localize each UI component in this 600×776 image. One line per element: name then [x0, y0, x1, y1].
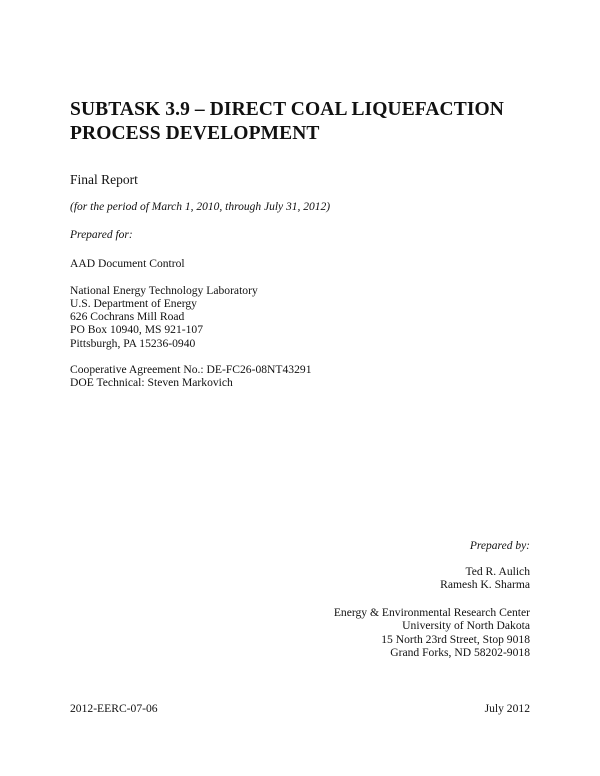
cooperative-agreement-number: Cooperative Agreement No.: DE-FC26-08NT43291 — [70, 363, 312, 376]
doe-technical-contact: DOE Technical: Steven Markovich — [70, 376, 233, 390]
report-title-line-1: SUBTASK 3.9 – DIRECT COAL LIQUEFACTION — [70, 99, 504, 120]
recipient-line-2: National Energy Technology Laboratory — [70, 283, 258, 297]
recipient-line-4: 626 Cochrans Mill Road — [70, 310, 185, 324]
recipient-line-6: Pittsburgh, PA 15236-0940 — [70, 336, 196, 350]
author-name: Ted R. Aulich — [465, 565, 530, 578]
report-number: 2012-EERC-07-06 — [70, 702, 158, 715]
institution-address — [334, 606, 530, 659]
institution-line-3: 15 North 23rd Street, Stop 9018 — [381, 632, 530, 646]
prepared-by-label — [470, 540, 530, 553]
recipient-address — [70, 257, 258, 350]
recipient-line-3: U.S. Department of Energy — [70, 296, 197, 310]
report-title-line-2: PROCESS DEVELOPMENT — [70, 123, 320, 144]
recipient-line-1: AAD Document Control — [70, 257, 185, 270]
report-title — [70, 98, 540, 146]
institution-line-4: Grand Forks, ND 58202-9018 — [390, 645, 530, 659]
report-period: (for the period of March 1, 2010, through July 31, 2012) — [70, 201, 331, 213]
spacer — [70, 270, 258, 283]
prepared-for-label: Prepared for: — [70, 229, 133, 241]
report-date: July 2012 — [484, 702, 530, 715]
authors-list — [440, 565, 530, 592]
institution-line-1: Energy & Environmental Research Center — [333, 606, 530, 619]
author-name: Ramesh K. Sharma — [440, 578, 530, 592]
agreement-info — [70, 363, 312, 390]
recipient-line-5: PO Box 10940, MS 921-107 — [70, 323, 204, 337]
report-type: Final Report — [70, 172, 138, 187]
institution-line-2: University of North Dakota — [402, 619, 530, 633]
prepared-by-text: Prepared by: — [469, 540, 530, 552]
